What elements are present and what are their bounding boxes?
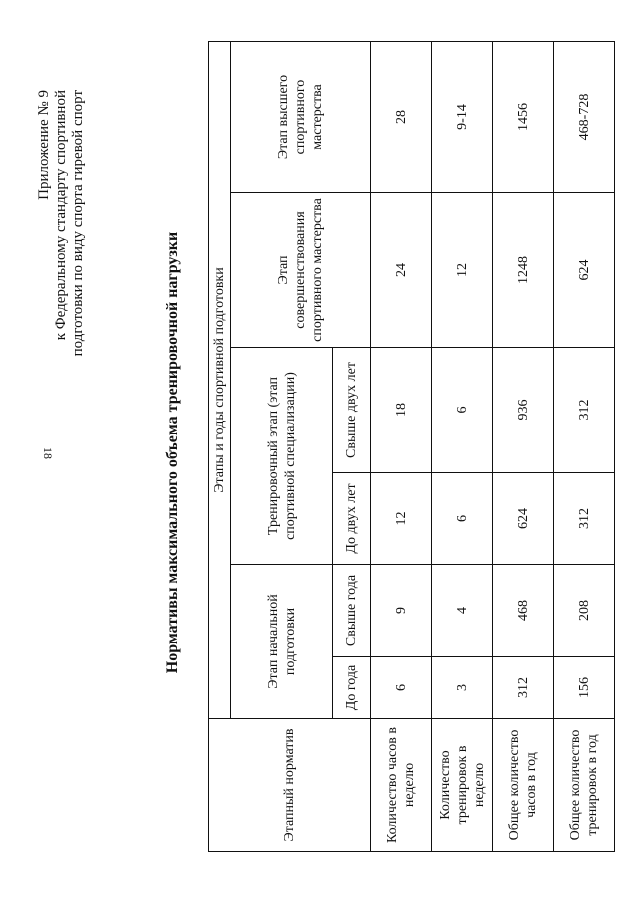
table-cell: 208 (554, 565, 615, 657)
subheader-over-year: Свыше года (333, 565, 371, 657)
table-row (371, 42, 432, 852)
header-stage-improvement: Этап совершенствования спортивного мастерства (231, 193, 371, 348)
table-cell: 1248 (493, 193, 554, 348)
table-cell: 9-14 (432, 42, 493, 193)
table-cell: 6 (432, 473, 493, 565)
row-label: Количество тренировок в неделю (432, 719, 493, 852)
table-cell: 24 (371, 193, 432, 348)
appendix-line: подготовки по виду спорта гиревой спорт (70, 90, 86, 357)
header-norm: Этапный норматив (209, 719, 371, 852)
table-row (432, 42, 493, 852)
table-cell: 468-728 (554, 42, 615, 193)
table-cell: 936 (493, 348, 554, 473)
appendix-header (36, 90, 87, 630)
table-row (493, 42, 554, 852)
table-row (554, 42, 615, 852)
row-label: Общее количество часов в год (493, 719, 554, 852)
table-cell: 624 (554, 193, 615, 348)
table-cell: 6 (371, 657, 432, 719)
table-cell: 312 (493, 657, 554, 719)
header-stage-training: Тренировочный этап (этап спортивной специализации) (231, 348, 333, 565)
table-cell: 312 (554, 473, 615, 565)
table-cell: 312 (554, 348, 615, 473)
subheader-upto-year: До года (333, 657, 371, 719)
table-cell: 12 (371, 473, 432, 565)
row-label: Количество часов в неделю (371, 719, 432, 852)
header-stage-initial: Этап начальной подготовки (231, 565, 333, 719)
table-cell: 12 (432, 193, 493, 348)
appendix-line: Приложение № 9 (36, 90, 52, 200)
table-cell: 18 (371, 348, 432, 473)
row-label: Общее количество тренировок в год (554, 719, 615, 852)
subheader-upto-two-years: До двух лет (333, 473, 371, 565)
table-cell: 28 (371, 42, 432, 193)
appendix-line: к Федеральному стандарту спортивной (53, 90, 69, 341)
table-cell: 3 (432, 657, 493, 719)
header-stages-group: Этапы и годы спортивной подготовки (209, 42, 231, 719)
table-cell: 4 (432, 565, 493, 657)
table-cell: 9 (371, 565, 432, 657)
table-cell: 624 (493, 473, 554, 565)
document-title: Нормативы максимального объема тренировочной нагрузки (164, 231, 181, 674)
page-number: 18 (41, 447, 55, 459)
header-stage-higher: Этап высшего спортивного мастерства (231, 42, 371, 193)
table-cell: 468 (493, 565, 554, 657)
table-cell: 6 (432, 348, 493, 473)
subheader-over-two-years: Свыше двух лет (333, 348, 371, 473)
table-cell: 156 (554, 657, 615, 719)
table-cell: 1456 (493, 42, 554, 193)
norms-table (208, 41, 615, 852)
